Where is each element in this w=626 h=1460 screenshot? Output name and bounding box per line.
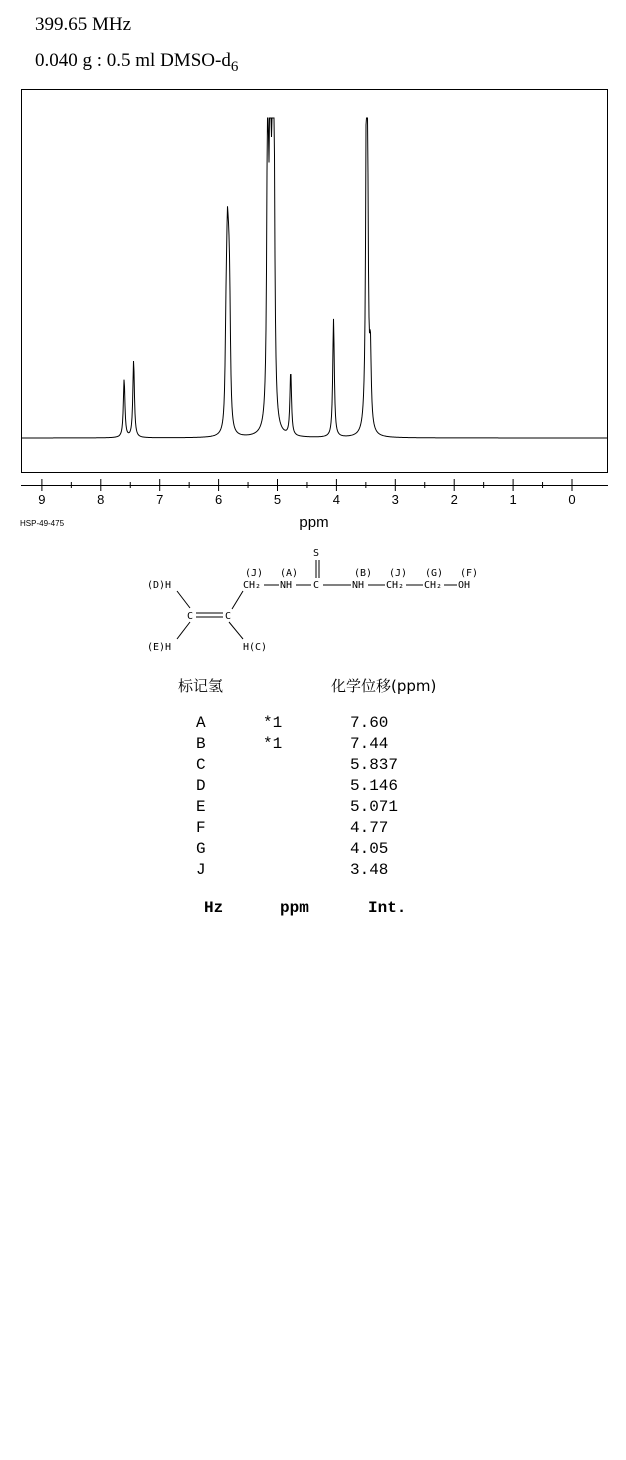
- assignment-shift: 7.44: [350, 735, 389, 753]
- x-tick-label: 0: [568, 492, 576, 507]
- label-G: (G): [425, 568, 444, 579]
- peak-header-hz: Hz: [204, 899, 224, 917]
- nmr-spectrum-chart: [0, 80, 626, 540]
- structure-diagram: [130, 543, 490, 658]
- assignment-shift: 7.60: [350, 714, 389, 732]
- assignment-label: D: [196, 777, 206, 795]
- label-EH: (E)H: [147, 642, 172, 653]
- peak-header-int: Int.: [368, 899, 407, 917]
- x-tick-label: 2: [450, 492, 458, 507]
- label-NH1: NH: [280, 580, 293, 591]
- label-CH2c: CH₂: [424, 580, 443, 591]
- spectrum-trace: [22, 118, 607, 438]
- label-B: (B): [354, 568, 373, 579]
- label-OH: OH: [458, 580, 471, 591]
- label-C2: C: [225, 611, 232, 622]
- assignment-shift: 5.837: [350, 756, 399, 774]
- assignment-shift: 5.146: [350, 777, 399, 795]
- assignment-shift: 3.48: [350, 861, 389, 879]
- assignment-header-shift: 化学位移(ppm): [331, 677, 437, 695]
- x-axis-ticks: [38, 479, 575, 507]
- sample-text: 0.040 g : 0.5 ml DMSO-d: [35, 50, 231, 71]
- assignment-shift: 5.071: [350, 798, 399, 816]
- assignment-label: B: [196, 735, 206, 753]
- assignment-label: A: [196, 714, 206, 732]
- label-DH: (D)H: [147, 580, 172, 591]
- x-tick-label: 6: [214, 492, 223, 507]
- assignment-header-label: 标记氢: [178, 677, 224, 695]
- x-tick-label: 9: [38, 492, 46, 507]
- assignment-label: G: [196, 840, 206, 858]
- assignment-shift: 4.77: [350, 819, 389, 837]
- label-CH2a: CH₂: [243, 580, 262, 591]
- label-A: (A): [280, 568, 299, 579]
- x-tick-label: 1: [509, 492, 517, 507]
- spectrum-code: HSP-49-475: [20, 519, 65, 528]
- plot-frame: [22, 90, 608, 473]
- x-tick-label: 8: [97, 492, 105, 507]
- assignment-label: C: [196, 756, 206, 774]
- peak-header-ppm: ppm: [280, 899, 309, 917]
- label-F: (F): [460, 568, 479, 579]
- assignment-label: F: [196, 819, 206, 837]
- assignment-label: J: [196, 861, 206, 879]
- bonds: [177, 560, 457, 639]
- assignment-note: *1: [263, 735, 283, 753]
- label-NH2: NH: [352, 580, 365, 591]
- assignment-note: *1: [263, 714, 283, 732]
- x-tick-label: 3: [391, 492, 399, 507]
- assignment-label: E: [196, 798, 206, 816]
- x-tick-label: 7: [156, 492, 164, 507]
- label-Cth: C: [313, 580, 320, 591]
- sample-info: [35, 50, 239, 75]
- label-J2: (J): [389, 568, 408, 579]
- label-HC: H(C): [243, 642, 268, 653]
- assignment-shift: 4.05: [350, 840, 389, 858]
- spectrometer-frequency: 399.65 MHz: [35, 14, 132, 35]
- x-tick-label: 5: [273, 492, 282, 507]
- sample-subscript: 6: [230, 59, 239, 75]
- x-axis-label: ppm: [299, 514, 329, 531]
- label-J1: (J): [245, 568, 264, 579]
- label-C1: C: [187, 611, 194, 622]
- label-S: S: [313, 548, 320, 559]
- x-tick-label: 4: [332, 492, 341, 507]
- label-CH2b: CH₂: [386, 580, 405, 591]
